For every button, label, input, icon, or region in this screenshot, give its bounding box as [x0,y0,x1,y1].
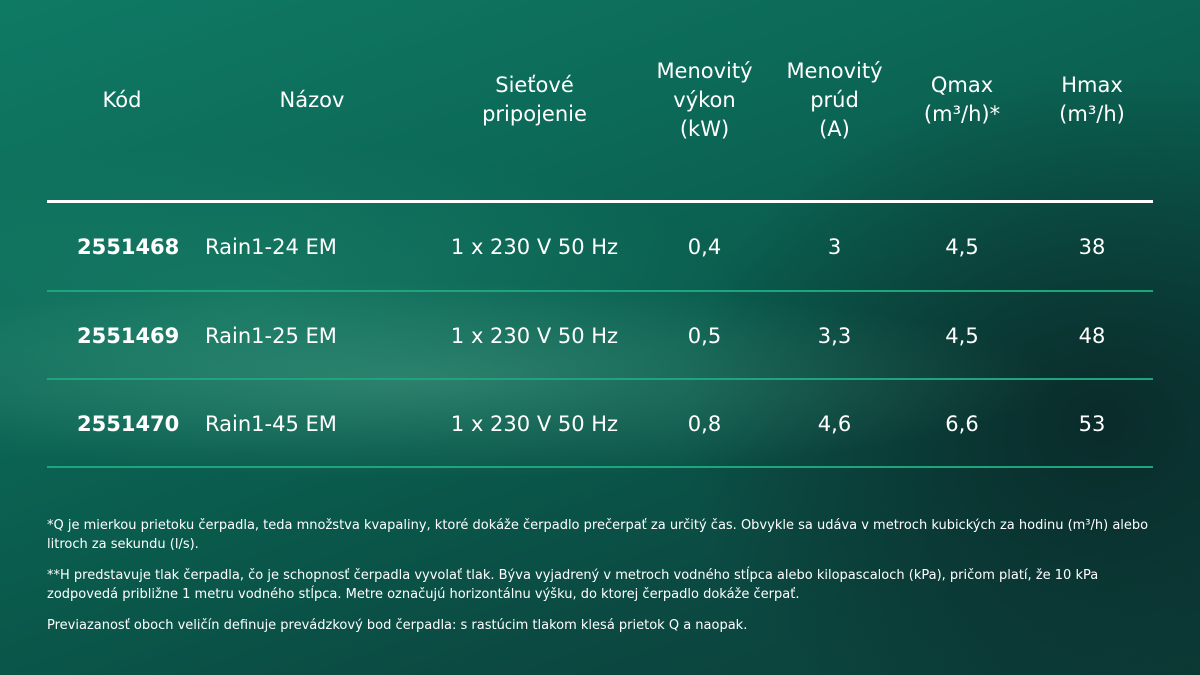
cell-hmax: 53 [1078,412,1106,436]
table-row [47,380,1153,468]
header-power: Menovitý výkon (kW) [656,58,753,141]
cell-name: Rain1-45 EM [205,412,337,436]
cell-hmax: 48 [1078,324,1106,348]
cell-code: 2551468 [77,235,180,259]
cell-network: 1 x 230 V 50 Hz [450,324,619,348]
table-header [47,0,1153,200]
table-row [47,292,1153,380]
header-code: Kód [102,87,142,112]
table-row [47,203,1153,291]
header-hmax: Hmax (m³/h) [1059,73,1125,126]
cell-current: 4,6 [817,412,852,436]
cell-network: 1 x 230 V 50 Hz [450,235,619,259]
cell-qmax: 4,5 [945,235,979,259]
cell-power: 0,8 [687,412,722,436]
header-network: Sieťové pripojenie [482,73,587,126]
row-divider [47,466,1153,468]
header-qmax: Qmax (m³/h)* [923,73,1001,126]
cell-current: 3 [827,235,842,259]
cell-hmax: 38 [1078,235,1106,259]
cell-power: 0,4 [687,235,722,259]
note-h: **H predstavuje tlak čerpadla, čo je schopnosť čerpadla vyvolať tlak. Býva vyjadrený v metroch vodného stĺpca alebo kilopascaloch (kPa), pričom platí, že 10 kPa zodpovedá približne 1 metru vodného stĺpca. Metre označujú horizontálnu výšku, do ktorej čerpadlo dokáže čerpať. [47,568,1099,602]
header-current: Menovitý prúd (A) [786,58,883,141]
cell-power: 0,5 [687,324,722,348]
cell-current: 3,3 [817,324,852,348]
cell-code: 2551469 [77,324,180,348]
cell-network: 1 x 230 V 50 Hz [450,412,619,436]
cell-qmax: 4,5 [945,324,979,348]
footnotes [47,516,1157,647]
cell-code: 2551470 [77,412,180,436]
cell-qmax: 6,6 [945,412,979,436]
cell-name: Rain1-24 EM [205,235,337,259]
cell-name: Rain1-25 EM [205,324,337,348]
note-q: *Q je mierkou prietoku čerpadla, teda množstva kvapaliny, ktoré dokáže čerpadlo prečerpať za určitý čas. Obvykle sa udáva v metroch kubických za hodinu (m³/h) alebo litroch za sekundu (l/s). [47,518,1149,552]
header-name: Názov [279,87,345,112]
note-relation: Previazanosť oboch veličín definuje prevádzkový bod čerpadla: s rastúcim tlakom klesá prietok Q a naopak. [47,618,748,633]
